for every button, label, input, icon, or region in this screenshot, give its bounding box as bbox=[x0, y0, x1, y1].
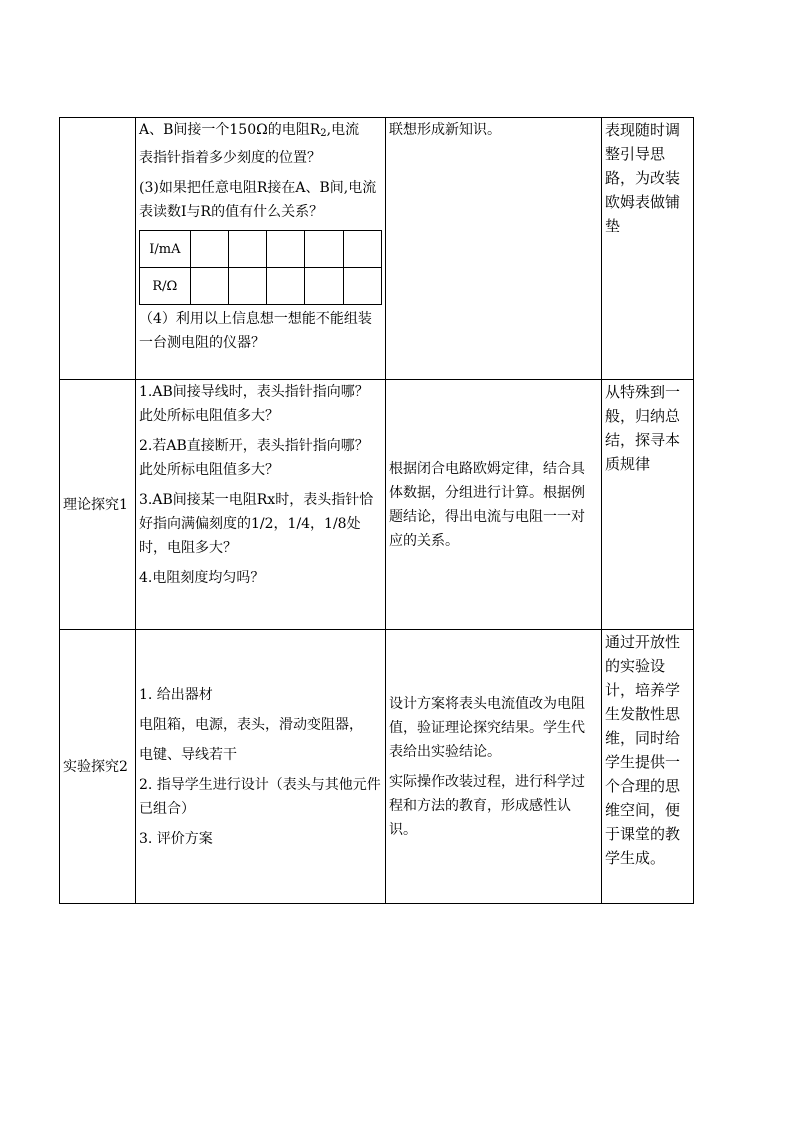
list-item: 电键、导线若干 bbox=[139, 746, 237, 763]
intent-cell: 表现随时调整引导思路，为改装欧姆表做铺垫 bbox=[602, 118, 694, 380]
intent-cell: 通过开放性的实验设计，培养学生发散性思维，同时给学生提供一个合理的思维空间，便于课堂的教学生成。 bbox=[602, 630, 694, 904]
activity-cell: 联想形成新知识。 bbox=[386, 118, 602, 380]
stage-cell bbox=[60, 118, 136, 380]
grid-cell bbox=[267, 231, 305, 268]
table-row bbox=[60, 630, 694, 904]
stage-cell: 实验探究2 bbox=[60, 630, 136, 904]
question-4: （4）利用以上信息想一想能不能组装一台测电阻的仪器？ bbox=[139, 311, 372, 351]
activity-cell: 根据闭合电路欧姆定律，结合具体数据，分组进行计算。根据例题结论，得出电流与电阻一一对应的关系。 bbox=[386, 380, 602, 630]
grid-cell bbox=[190, 268, 228, 305]
lesson-plan-table bbox=[59, 117, 694, 904]
list-item: 1. 给出器材 bbox=[139, 686, 213, 703]
questions-cell bbox=[136, 630, 386, 904]
grid-label-current: I/mA bbox=[140, 231, 191, 268]
grid-label-resistance: R/Ω bbox=[140, 268, 191, 305]
list-item: 2. 指导学生进行设计（表头与其他元件已组合） bbox=[139, 776, 381, 817]
question-item: 4.电阻刻度均匀吗？ bbox=[139, 570, 265, 586]
grid-row-resistance bbox=[140, 268, 382, 305]
stage-cell: 理论探究1 bbox=[60, 380, 136, 630]
grid-cell bbox=[228, 268, 266, 305]
grid-cell bbox=[305, 268, 343, 305]
table-row bbox=[60, 380, 694, 630]
grid-cell bbox=[305, 231, 343, 268]
question-3: (3)如果把任意电阻R接在A、B间,电流表读数I与R的值有什么关系？ bbox=[139, 180, 377, 220]
grid-cell bbox=[343, 268, 381, 305]
grid-cell bbox=[267, 268, 305, 305]
grid-cell bbox=[190, 231, 228, 268]
data-grid bbox=[139, 230, 382, 305]
question-text: A、B间接一个150Ω的电阻$R_2$,电流 表指针指着多少刻度的位置？ bbox=[139, 122, 360, 166]
grid-cell bbox=[343, 231, 381, 268]
grid-row-current bbox=[140, 231, 382, 268]
questions-cell bbox=[136, 118, 386, 380]
list-item: 3. 评价方案 bbox=[139, 830, 213, 847]
activity-cell: 设计方案将表头电流值改为电阻值，验证理论探究结果。学生代表给出实验结论。 实际操作改装过程，进行科学过程和方法的教育，形成感性认识。 bbox=[386, 630, 602, 904]
grid-cell bbox=[228, 231, 266, 268]
question-item: 1.AB间接导线时，表头指针指向哪？此处所标电阻值多大？ bbox=[139, 384, 369, 424]
list-item: 电阻箱，电源，表头，滑动变阻器， bbox=[139, 716, 363, 733]
table-row bbox=[60, 118, 694, 380]
intent-cell: 从特殊到一般，归纳总结，探寻本质规律 bbox=[602, 380, 694, 630]
questions-cell bbox=[136, 380, 386, 630]
question-item: 3.AB间接某一电阻Rx时，表头指针恰好指向满偏刻度的1/2，1/4，1/8处时，电阻多大？ bbox=[139, 492, 374, 556]
question-item: 2.若AB直接断开，表头指针指向哪？此处所标电阻值多大？ bbox=[139, 438, 369, 478]
